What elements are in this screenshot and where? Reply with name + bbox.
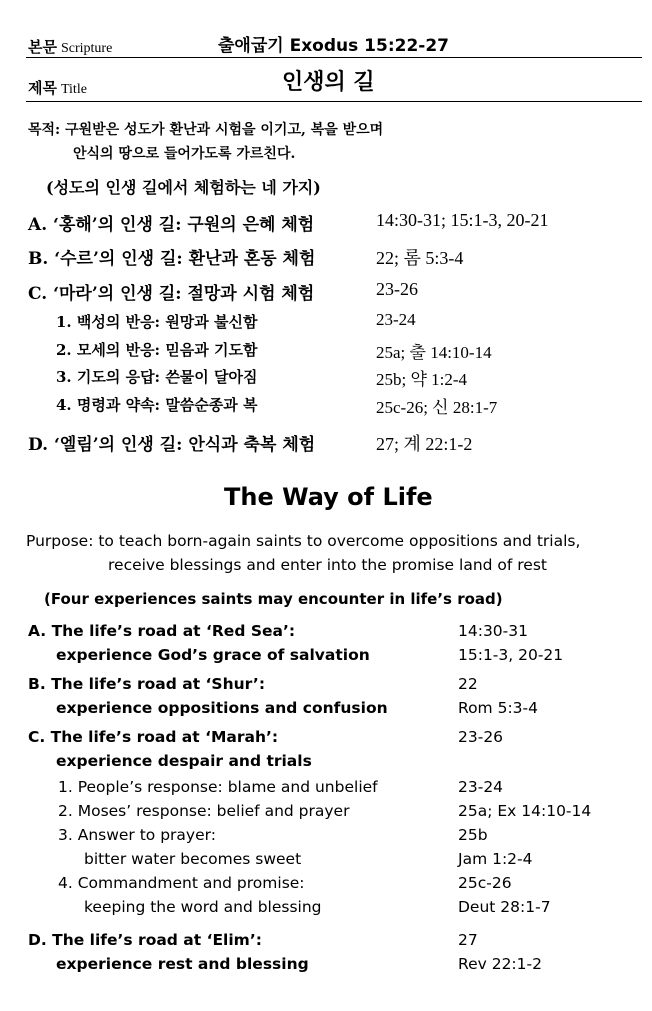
en-item-c-line2: experience despair and trials <box>56 752 312 770</box>
ko-four-experiences: (성도의 인생 길에서 체험하는 네 가지) <box>46 178 321 197</box>
ko-subitem-2-ref: 25a; 출 14:10-14 <box>376 343 492 362</box>
en-item-d-ref1: 27 <box>458 931 478 949</box>
title-label <box>28 77 87 98</box>
ko-item-d: D. ‘엘림’의 인생 길: 안식과 축복 체험 <box>28 435 316 455</box>
en-purpose-line1: Purpose: to teach born-again saints to overcome oppositions and trials, <box>26 532 581 550</box>
en-item-a-ref2: 15:1-3, 20-21 <box>458 646 564 664</box>
en-subitem-3-ref2: Jam 1:2-4 <box>458 850 533 868</box>
scripture-label <box>28 36 112 57</box>
ko-item-a: A. ‘홍해’의 인생 길: 구원의 은혜 체험 <box>28 215 315 235</box>
ko-purpose-line2: 안식의 땅으로 들어가도록 가르친다. <box>73 146 296 162</box>
en-subitem-1: 1. People’s response: blame and unbelief <box>58 778 378 796</box>
en-item-b-ref1: 22 <box>458 675 478 693</box>
en-item-d-line2: experience rest and blessing <box>56 955 309 973</box>
en-item-b-ref2: Rom 5:3-4 <box>458 699 538 717</box>
en-subitem-4-line2: keeping the word and blessing <box>84 898 322 916</box>
en-subitem-3-line2: bitter water becomes sweet <box>84 850 302 868</box>
en-item-d-line1: D. The life’s road at ‘Elim’: <box>28 931 262 949</box>
ko-subitem-1-ref: 23-24 <box>376 310 416 329</box>
scripture-label-en: Scripture <box>60 41 113 56</box>
en-subitem-3-line1: 3. Answer to prayer: <box>58 826 216 844</box>
en-subitem-3-ref1: 25b <box>458 826 488 844</box>
en-subitem-4-line1: 4. Commandment and promise: <box>58 874 305 892</box>
ko-subitem-2: 2. 모세의 반응: 믿음과 기도함 <box>56 341 258 359</box>
en-item-c-ref1: 23-26 <box>458 728 504 746</box>
en-item-d-ref2: Rev 22:1-2 <box>458 955 542 973</box>
ko-item-c: C. ‘마라’의 인생 길: 절망과 시험 체험 <box>28 284 315 304</box>
en-item-c-line1: C. The life’s road at ‘Marah’: <box>28 728 279 746</box>
en-item-a-line1: A. The life’s road at ‘Red Sea’: <box>28 622 296 640</box>
ko-item-b: B. ‘수르’의 인생 길: 환난과 혼동 체험 <box>28 249 316 269</box>
ko-subitem-4-ref: 25c-26; 신 28:1-7 <box>376 398 498 417</box>
scripture-label-ko: 본문 <box>28 38 57 56</box>
title-label-en: Title <box>60 82 87 97</box>
en-item-a-line2: experience God’s grace of salvation <box>56 646 370 664</box>
en-purpose-line2: receive blessings and enter into the promise land of rest <box>108 556 547 574</box>
sermon-title: 인생의 길 <box>282 70 375 95</box>
en-subitem-4-ref2: Deut 28:1-7 <box>458 898 551 916</box>
ko-item-c-ref: 23-26 <box>376 279 418 299</box>
en-title: The Way of Life <box>224 483 433 511</box>
en-subitem-2: 2. Moses’ response: belief and prayer <box>58 802 350 820</box>
en-subitem-1-ref: 23-24 <box>458 778 504 796</box>
ko-item-a-ref: 14:30-31; 15:1-3, 20-21 <box>376 210 549 230</box>
en-subitem-4-ref1: 25c-26 <box>458 874 512 892</box>
ko-subitem-3-ref: 25b; 약 1:2-4 <box>376 370 468 389</box>
en-item-a-ref1: 14:30-31 <box>458 622 528 640</box>
en-item-b-line2: experience oppositions and confusion <box>56 699 388 717</box>
ko-subitem-3: 3. 기도의 응답: 쓴물이 달아짐 <box>56 368 258 386</box>
header-rule-top <box>26 57 642 58</box>
en-four-experiences: (Four experiences saints may encounter in life’s road) <box>44 590 503 608</box>
header-rule-bottom <box>26 101 642 102</box>
ko-purpose-line1: 목적: 구원받은 성도가 환난과 시험을 이기고, 복을 받으며 <box>28 122 384 138</box>
en-item-b-line1: B. The life’s road at ‘Shur’: <box>28 675 266 693</box>
en-subitem-2-ref: 25a; Ex 14:10-14 <box>458 802 592 820</box>
scripture-reference: 출애굽기 Exodus 15:22-27 <box>218 36 449 56</box>
title-label-ko: 제목 <box>28 79 57 97</box>
ko-item-b-ref: 22; 롬 5:3-4 <box>376 248 464 268</box>
ko-item-d-ref: 27; 계 22:1-2 <box>376 434 473 454</box>
ko-subitem-4: 4. 명령과 약속: 말씀순종과 복 <box>56 396 258 414</box>
ko-subitem-1: 1. 백성의 반응: 원망과 불신함 <box>56 313 258 331</box>
